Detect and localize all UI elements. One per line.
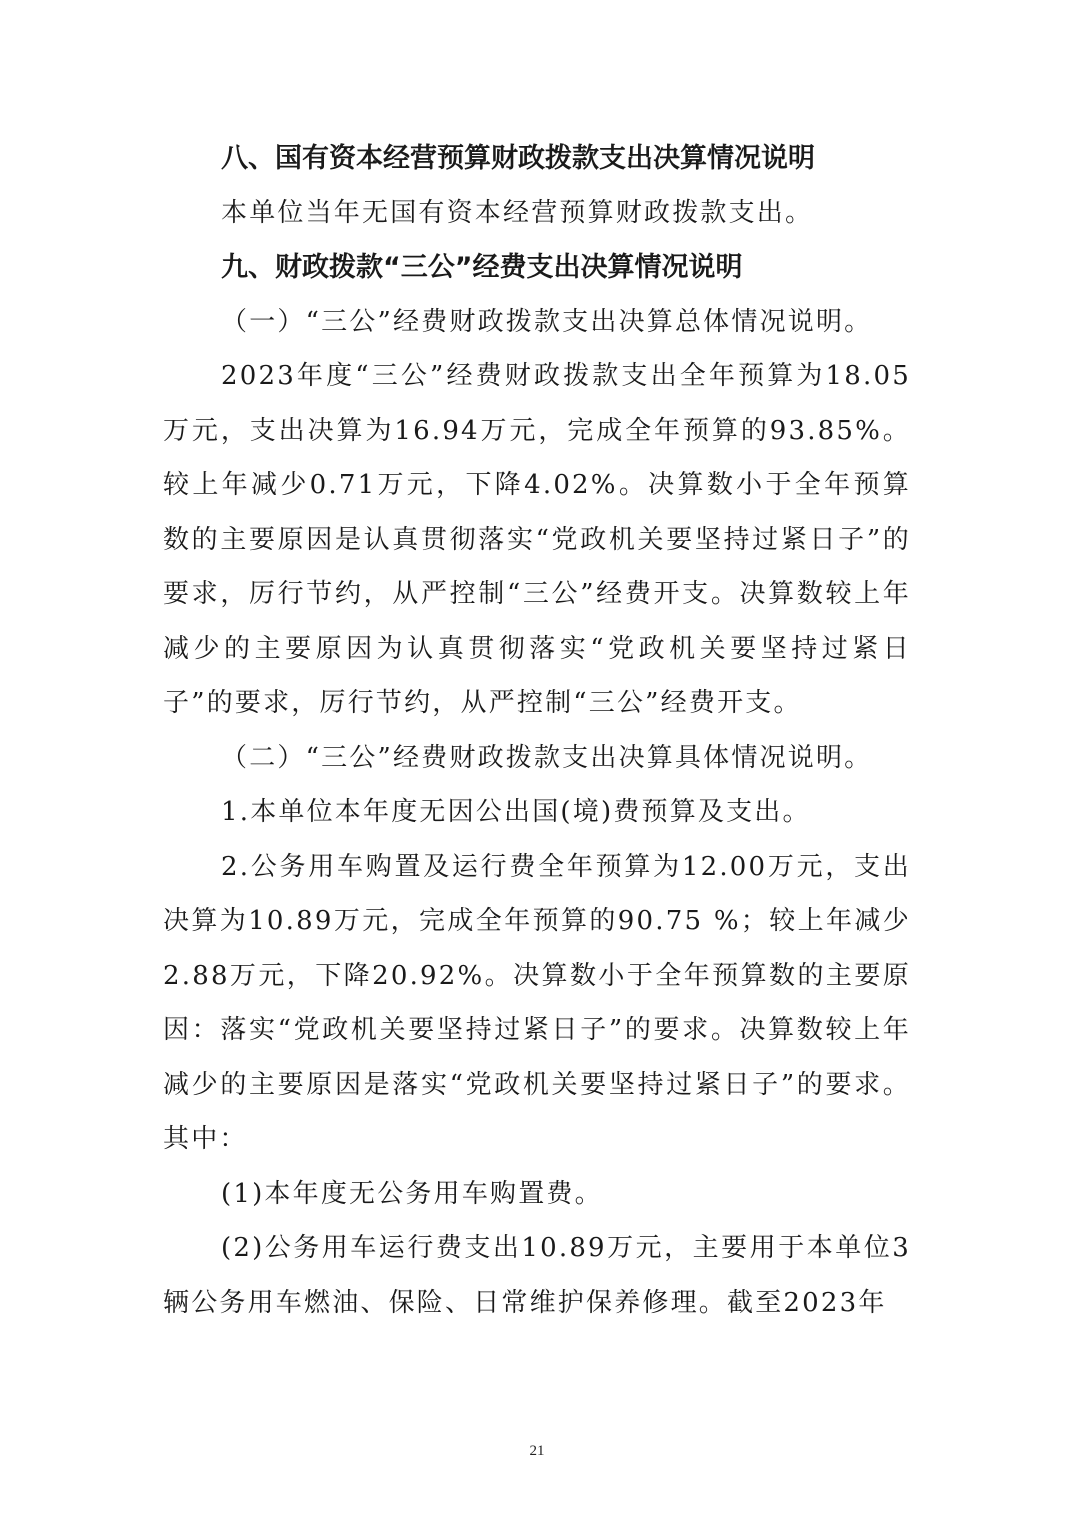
section-8-heading: 八、国有资本经营预算财政拨款支出决算情况说明 <box>221 143 815 174</box>
page-number: 21 <box>529 1443 545 1459</box>
section-9-heading: 九、财政拨款“三公”经费支出决算情况说明 <box>221 251 743 283</box>
item-2-text: 2.公务用车购置及运行费全年预算为12.00万元，支出决算为10.89万元，完成全年预算的90.75 %；较上年减少2.88万元，下降20.92%。决算数小于全年预算数的主要原因：落实“党政机关要坚持过紧日子”的要求。决算数较上年减少的主要原因是落实“党政机关要坚持过紧日子”的要求。其中： <box>163 851 911 1154</box>
item-1-text: 1.本单位本年度无因公出国(境)费预算及支出。 <box>221 797 811 827</box>
subsection-1-title: （一）“三公”经费财政拨款支出决算总体情况说明。 <box>221 306 873 337</box>
subsection-2-title: （二）“三公”经费财政拨款支出决算具体情况说明。 <box>221 742 873 773</box>
item-2-1-text: (1)本年度无公务用车购置费。 <box>221 1178 603 1209</box>
document-body <box>163 132 911 1330</box>
subsection-1-text: 2023年度“三公”经费财政拨款支出全年预算为18.05万元，支出决算为16.94万元，完成全年预算的93.85%。较上年减少0.71万元，下降4.02%。决算数小于全年预算数的主要原因是认真贯彻落实“党政机关要坚持过紧日子”的要求，厉行节约，从严控制“三公”经费开支。决算数较上年减少的主要原因为认真贯彻落实“党政机关要坚持过紧日子”的要求，厉行节约，从严控制“三公”经费开支。 <box>163 361 911 718</box>
section-8-text: 本单位当年无国有资本经营预算财政拨款支出。 <box>221 198 814 228</box>
item-2-2-text: (2)公务用车运行费支出10.89万元，主要用于本单位3辆公务用车燃油、保险、日常维护保养修理。截至2023年 <box>163 1233 911 1318</box>
